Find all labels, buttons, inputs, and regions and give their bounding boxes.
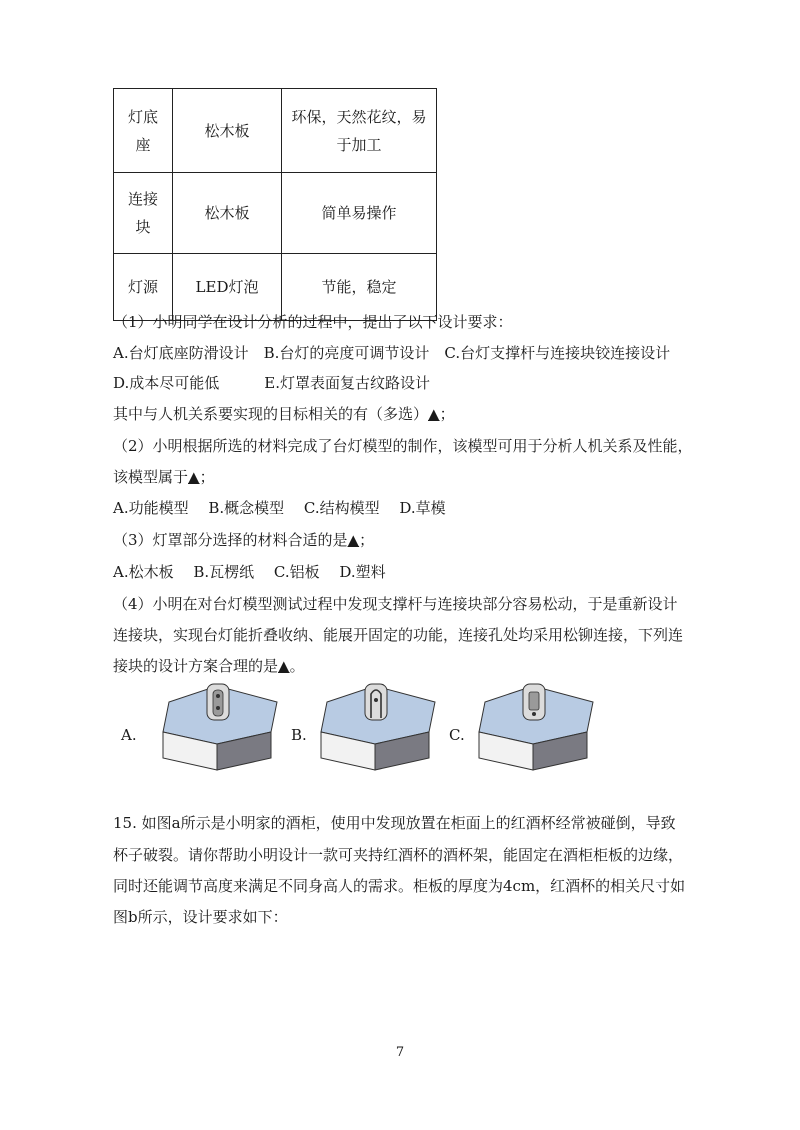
q4-line3: 接块的设计方案合理的是▲。 [113,657,305,675]
answer-blank: ▲ [188,468,200,486]
material-cell: 松木板 [173,173,282,254]
table-row [114,89,437,173]
answer-blank: ▲ [347,531,360,549]
option-figures [113,680,713,790]
q2-options: A.功能模型 B.概念模型 C.结构模型 D.草模 [113,499,446,517]
q4-line2: 连接块，实现台灯能折叠收纳、能展开固定的功能，连接孔处均采用松铆连接，下列连 [113,626,684,644]
q1-options-line2: D.成本尽可能低 E.灯罩表面复古纹路设计 [113,374,430,392]
material-cell: 松木板 [173,89,282,173]
q2-stem-line1: （2）小明根据所选的材料完成了台灯模型的制作，该模型可用于分析人机关系及性能， [113,437,693,455]
q15-line3: 同时还能调节高度来满足不同身高人的需求。柜板的厚度为4cm，红酒杯的相关尺寸如 [113,877,686,895]
reason-cell: 简单易操作 [282,173,437,254]
q1-options-line1: A.台灯底座防滑设计 B.台灯的亮度可调节设计 C.台灯支撑杆与连接块铰连接设计 [113,344,671,362]
figure-label-c: C. [449,726,465,744]
q3-options: A.松木板 B.瓦楞纸 C.铝板 D.塑料 [113,563,386,581]
q15-line4: 图b所示，设计要求如下： [113,908,288,926]
q2-stem-line2: 该模型属于▲； [113,468,215,486]
part-cell: 连接块 [114,173,173,254]
table-row [114,254,437,321]
figure-label-b: B. [291,726,307,744]
connector-figure-b [319,680,437,784]
material-cell: LED灯泡 [173,254,282,321]
reason-cell: 环保，天然花纹，易于加工 [282,89,437,173]
q1-ask: 其中与人机关系要实现的目标相关的有（多选）▲； [113,405,455,423]
table-row [114,173,437,254]
q4-line1: （4）小明在对台灯模型测试过程中发现支撑杆与连接块部分容易松动，于是重新设计 [113,595,678,613]
q15-line1: 15. 如图a所示是小明家的酒柜，使用中发现放置在柜面上的红酒杯经常被碰倒，导致 [113,814,676,832]
q3-stem: （3）灯罩部分选择的材料合适的是▲； [113,531,375,549]
part-cell: 灯源 [114,254,173,321]
answer-blank: ▲ [428,405,440,423]
connector-figure-a [161,680,279,784]
part-cell: 灯底座 [114,89,173,173]
reason-cell: 节能，稳定 [282,254,437,321]
connector-figure-c [477,680,595,784]
q15-line2: 杯子破裂。请你帮助小明设计一款可夹持红酒杯的酒杯架，能固定在酒柜柜板的边缘， [113,846,684,864]
materials-table [113,88,437,321]
answer-blank: ▲ [278,657,290,675]
page-number: 7 [395,1045,405,1060]
q1-stem: （1）小明同学在设计分析的过程中，提出了以下设计要求： [113,313,513,331]
figure-label-a: A. [121,726,137,744]
